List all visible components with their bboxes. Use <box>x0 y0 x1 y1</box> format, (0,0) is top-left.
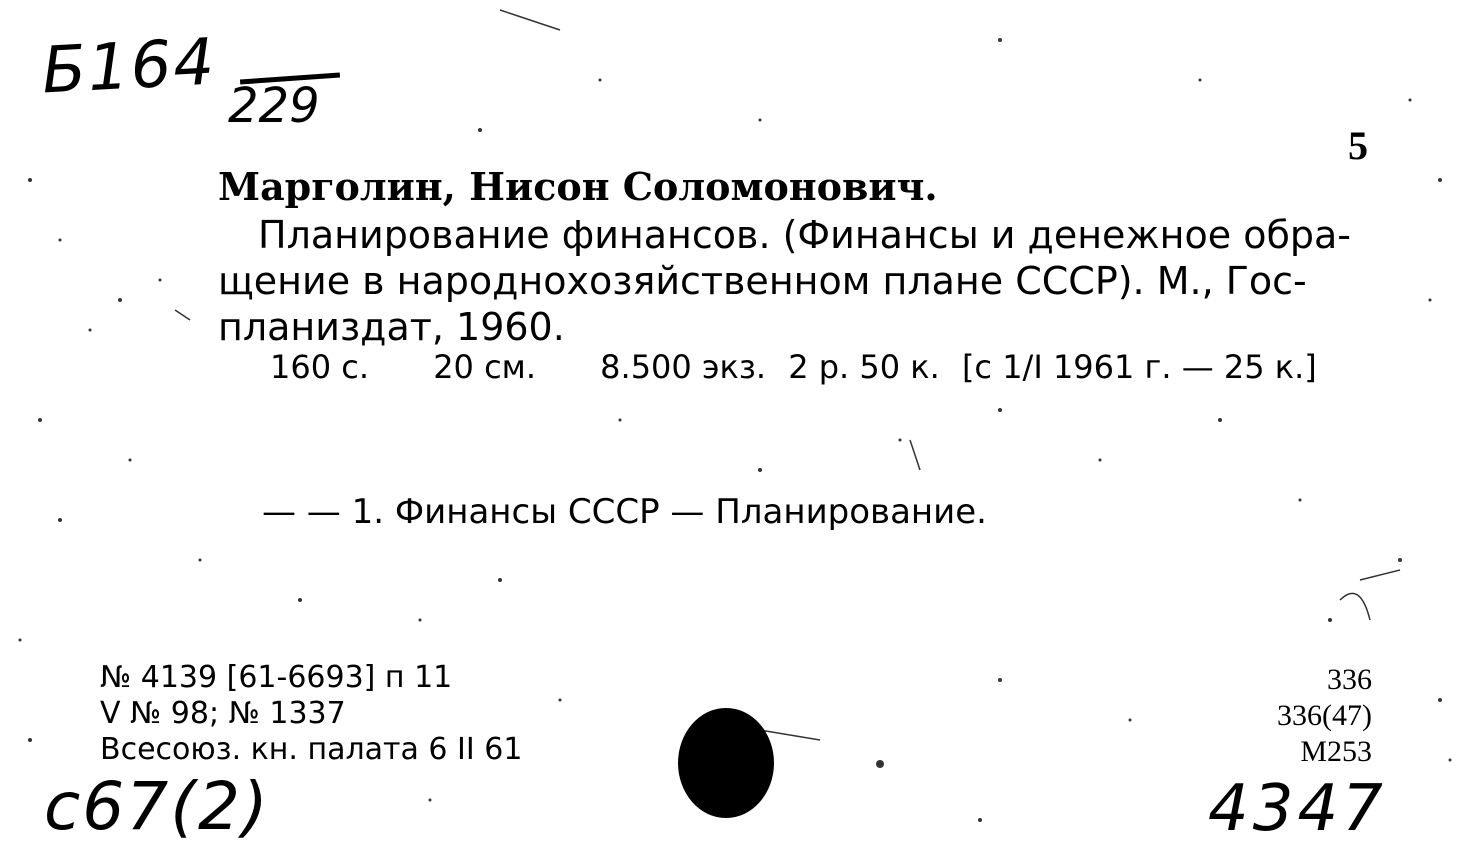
printing-imprint <box>100 660 522 768</box>
subject-heading: — — 1. Финансы СССР — Планирование. <box>262 492 987 532</box>
imprint-line: Всесоюз. кн. палата 6 II 61 <box>100 732 523 767</box>
collation-price: 2 р. 50 к. <box>788 348 940 386</box>
description-line: щение в народнохозяйственном плане СССР). М., Гос- <box>218 259 1307 303</box>
collation-pages: 160 с. <box>270 348 370 386</box>
title-description <box>218 212 1378 350</box>
card-punch-hole <box>678 708 774 818</box>
collation-line <box>270 348 1329 386</box>
classification-line: 336 <box>1327 663 1372 696</box>
description-line: Планирование финансов. (Финансы и денежное обра- <box>258 213 1352 257</box>
classification-line: 336(47) <box>1277 699 1372 732</box>
collation-price-note: [с 1/I 1961 г. — 25 к.] <box>961 348 1317 386</box>
author-heading: Марголин, Нисон Соломонович. <box>218 164 938 209</box>
handwritten-call-number-sub: 229 <box>228 78 320 134</box>
classification-line: М253 <box>1300 735 1372 768</box>
collation-size: 20 см. <box>433 348 536 386</box>
description-line: планиздат, 1960. <box>218 305 565 349</box>
handwritten-number: 4347 <box>1208 772 1387 846</box>
card-number: 5 <box>1348 123 1368 168</box>
handwritten-call-number: Б164 <box>40 25 218 109</box>
imprint-line: V № 98; № 1337 <box>100 696 346 731</box>
handwritten-shelf-mark: с67(2) <box>44 768 270 845</box>
collation-copies: 8.500 экз. <box>600 348 767 386</box>
classification-numbers <box>1277 662 1372 770</box>
imprint-line: № 4139 [61-6693] п 11 <box>100 660 453 695</box>
